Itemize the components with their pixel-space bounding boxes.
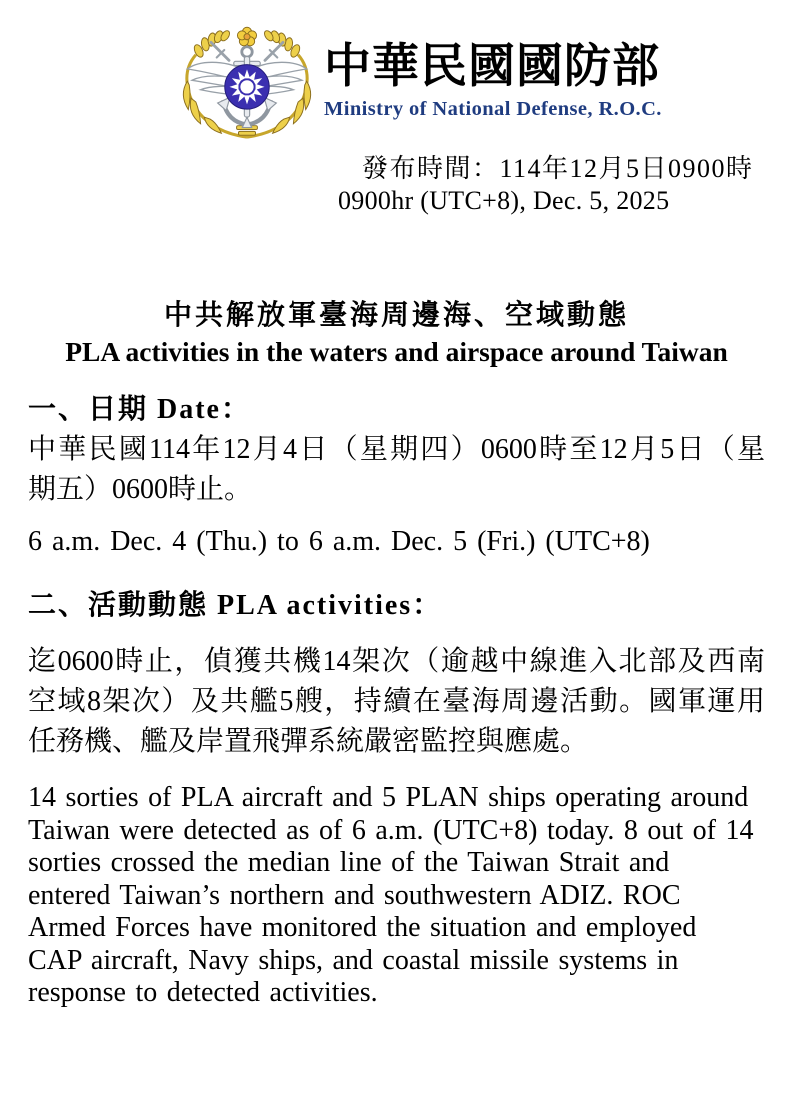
text-line: 14 sorties of PLA aircraft and 5 PLAN ships operating around: [28, 782, 749, 813]
text-line: 迄0600時止，偵獲共機14架次（逾越中線進入北部及西南: [28, 646, 765, 677]
emblem-sun-icon: [225, 65, 269, 109]
org-subtitle: Ministry of National Defense, R.O.C.: [324, 97, 662, 120]
header-text: [324, 26, 662, 121]
document-title-en: PLA activities in the waters and airspace around Taiwan: [65, 336, 728, 367]
document-title-zh: 中共解放軍臺海周邊海、空域動態: [163, 300, 629, 331]
text-line: 期五）0600時止。: [28, 474, 253, 505]
text-line: sorties crossed the median line of the Taiwan Strait and: [28, 847, 670, 878]
section-1-body-en: 6 a.m. Dec. 4 (Thu.) to 6 a.m. Dec. 5 (Fri.) (UTC+8): [28, 526, 650, 557]
release-time-zh: 發布時間：114年12月5日0900時: [362, 154, 754, 183]
mnd-emblem-icon: [176, 26, 318, 144]
document-title: [0, 299, 793, 369]
section-2-heading: 二、活動動態 PLA activities：: [28, 590, 443, 621]
release-time: [338, 153, 754, 217]
text-line: entered Taiwan’s northern and southwestern ADIZ. ROC: [28, 879, 681, 911]
text-line: 中華民國114年12月4日（星期四）0600時至12月5日（星: [28, 434, 765, 465]
mnd-emblem-svg: [176, 26, 318, 144]
release-time-en: 0900hr (UTC+8), Dec. 5, 2025: [338, 186, 670, 215]
text-line: response to detected activities.: [28, 977, 378, 1008]
section-1-body-zh: [28, 430, 765, 510]
document-body: [28, 392, 765, 1010]
text-line: Taiwan were detected as of 6 a.m. (UTC+8) today. 8 out of 14: [28, 814, 754, 846]
text-line: 空域8架次）及共艦5艘，持續在臺海周邊活動。國軍運用: [28, 686, 765, 717]
section-1-heading: 一、日期 Date：: [28, 394, 251, 425]
header: [176, 26, 662, 144]
text-line: 任務機、艦及岸置飛彈系統嚴密監控與應處。: [28, 726, 589, 757]
text-line: Armed Forces have monitored the situation and employed: [28, 912, 697, 943]
section-2-body-en: [28, 782, 765, 1010]
section-2-body-zh: [28, 642, 765, 762]
emblem-plum-blossom-icon: [237, 27, 256, 46]
org-title: 中華民國國防部: [324, 41, 660, 93]
text-line: CAP aircraft, Navy ships, and coastal missile systems in: [28, 944, 679, 976]
